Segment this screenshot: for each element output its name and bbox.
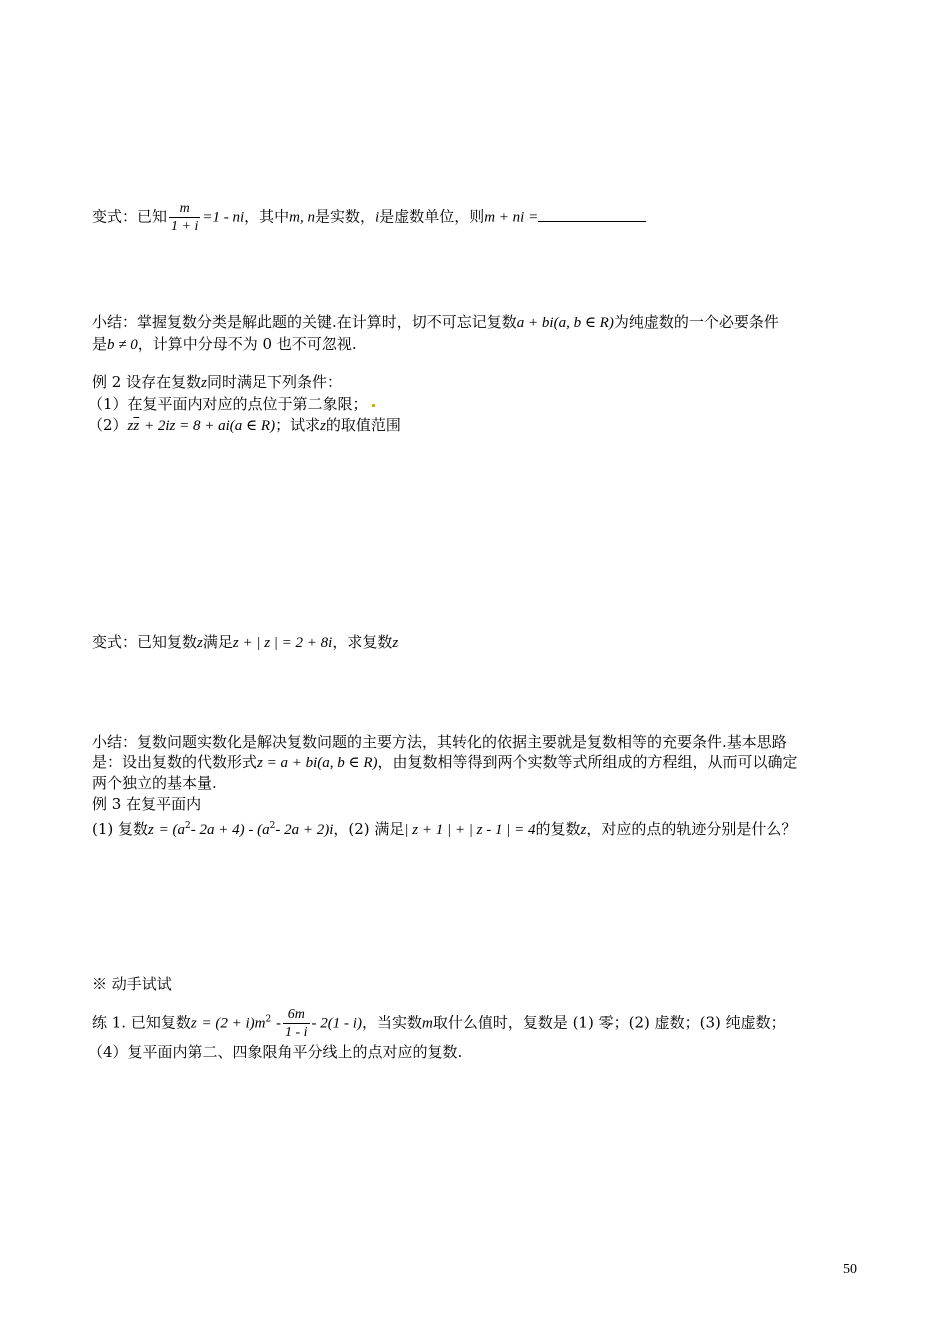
example-3-title: 例 3 在复平面内 bbox=[92, 795, 202, 813]
example-2-condition-2: $(2)z\overline{z} + 2iz = 8 + ai(a$ ∈ R)；试求z的取值范围 bbox=[88, 416, 401, 434]
practice-exercise-1: 练 1. 已知复数$z = (2 + i)m^2$ - $\frac{6m}{1 - i}$ - 2(1 - i)，当实数m取什么值时，复数是 (1) 零；(2) 虚数；(3) 纯虚数； bbox=[92, 1007, 786, 1040]
answer-blank[interactable] bbox=[538, 207, 646, 222]
fraction: $\frac{m}{1 + i}$ bbox=[171, 201, 199, 234]
example-2-title: 例 2 设存在复数z同时满足下列条件： bbox=[92, 373, 342, 391]
dot-mark bbox=[372, 404, 375, 407]
practice-heading: ※ 动手试试 bbox=[92, 975, 172, 993]
summary-1-line-1: 小结：掌握复数分类是解此题的关键.在计算时，切不可忘记复数a + bi(a, b ∈ R)为纯虚数的一个必要条件 bbox=[92, 313, 779, 331]
example-3-problem: (1) 复数$z = (a^2-$ $2a + 4) - (a^2-$ 2a + 2)i，(2) 满足| z + 1 | + | z - 1 | = 4的复数z，对应的点的轨迹分别是什么？ bbox=[92, 820, 797, 838]
summary-1-line-2: 是b ≠ 0，计算中分母不为 0 也不可忽视. bbox=[92, 335, 357, 353]
summary-2-line-1: 小结：复数问题实数化是解决复数问题的主要方法，其转化的依据主要就是复数相等的充要条件.基本思路 bbox=[92, 733, 787, 751]
summary-2-line-3: 两个独立的基本量. bbox=[92, 774, 217, 792]
page-number: 50 bbox=[843, 1262, 857, 1277]
variation-1: 变式：已知 $\frac{m}{1 + i}$ =1 - ni，其中m, n是实数，i是虚数单位，则m + ni = bbox=[92, 200, 646, 235]
practice-exercise-1-line-2: （4）复平面内第二、四象限角平分线上的点对应的复数. bbox=[88, 1043, 463, 1061]
summary-2-line-2: 是：设出复数的代数形式z = a + bi(a, b ∈ R)，由复数相等得到两个实数等式所组成的方程组，从而可以确定 bbox=[92, 753, 798, 771]
example-2-condition-1: （1）在复平面内对应的点位于第二象限； bbox=[88, 394, 375, 414]
fraction: $\frac{6m}{1 - i}$ bbox=[284, 1007, 308, 1040]
variation-2: 变式：已知复数z满足z + | z | = 2 + 8i，求复数z bbox=[92, 633, 399, 651]
